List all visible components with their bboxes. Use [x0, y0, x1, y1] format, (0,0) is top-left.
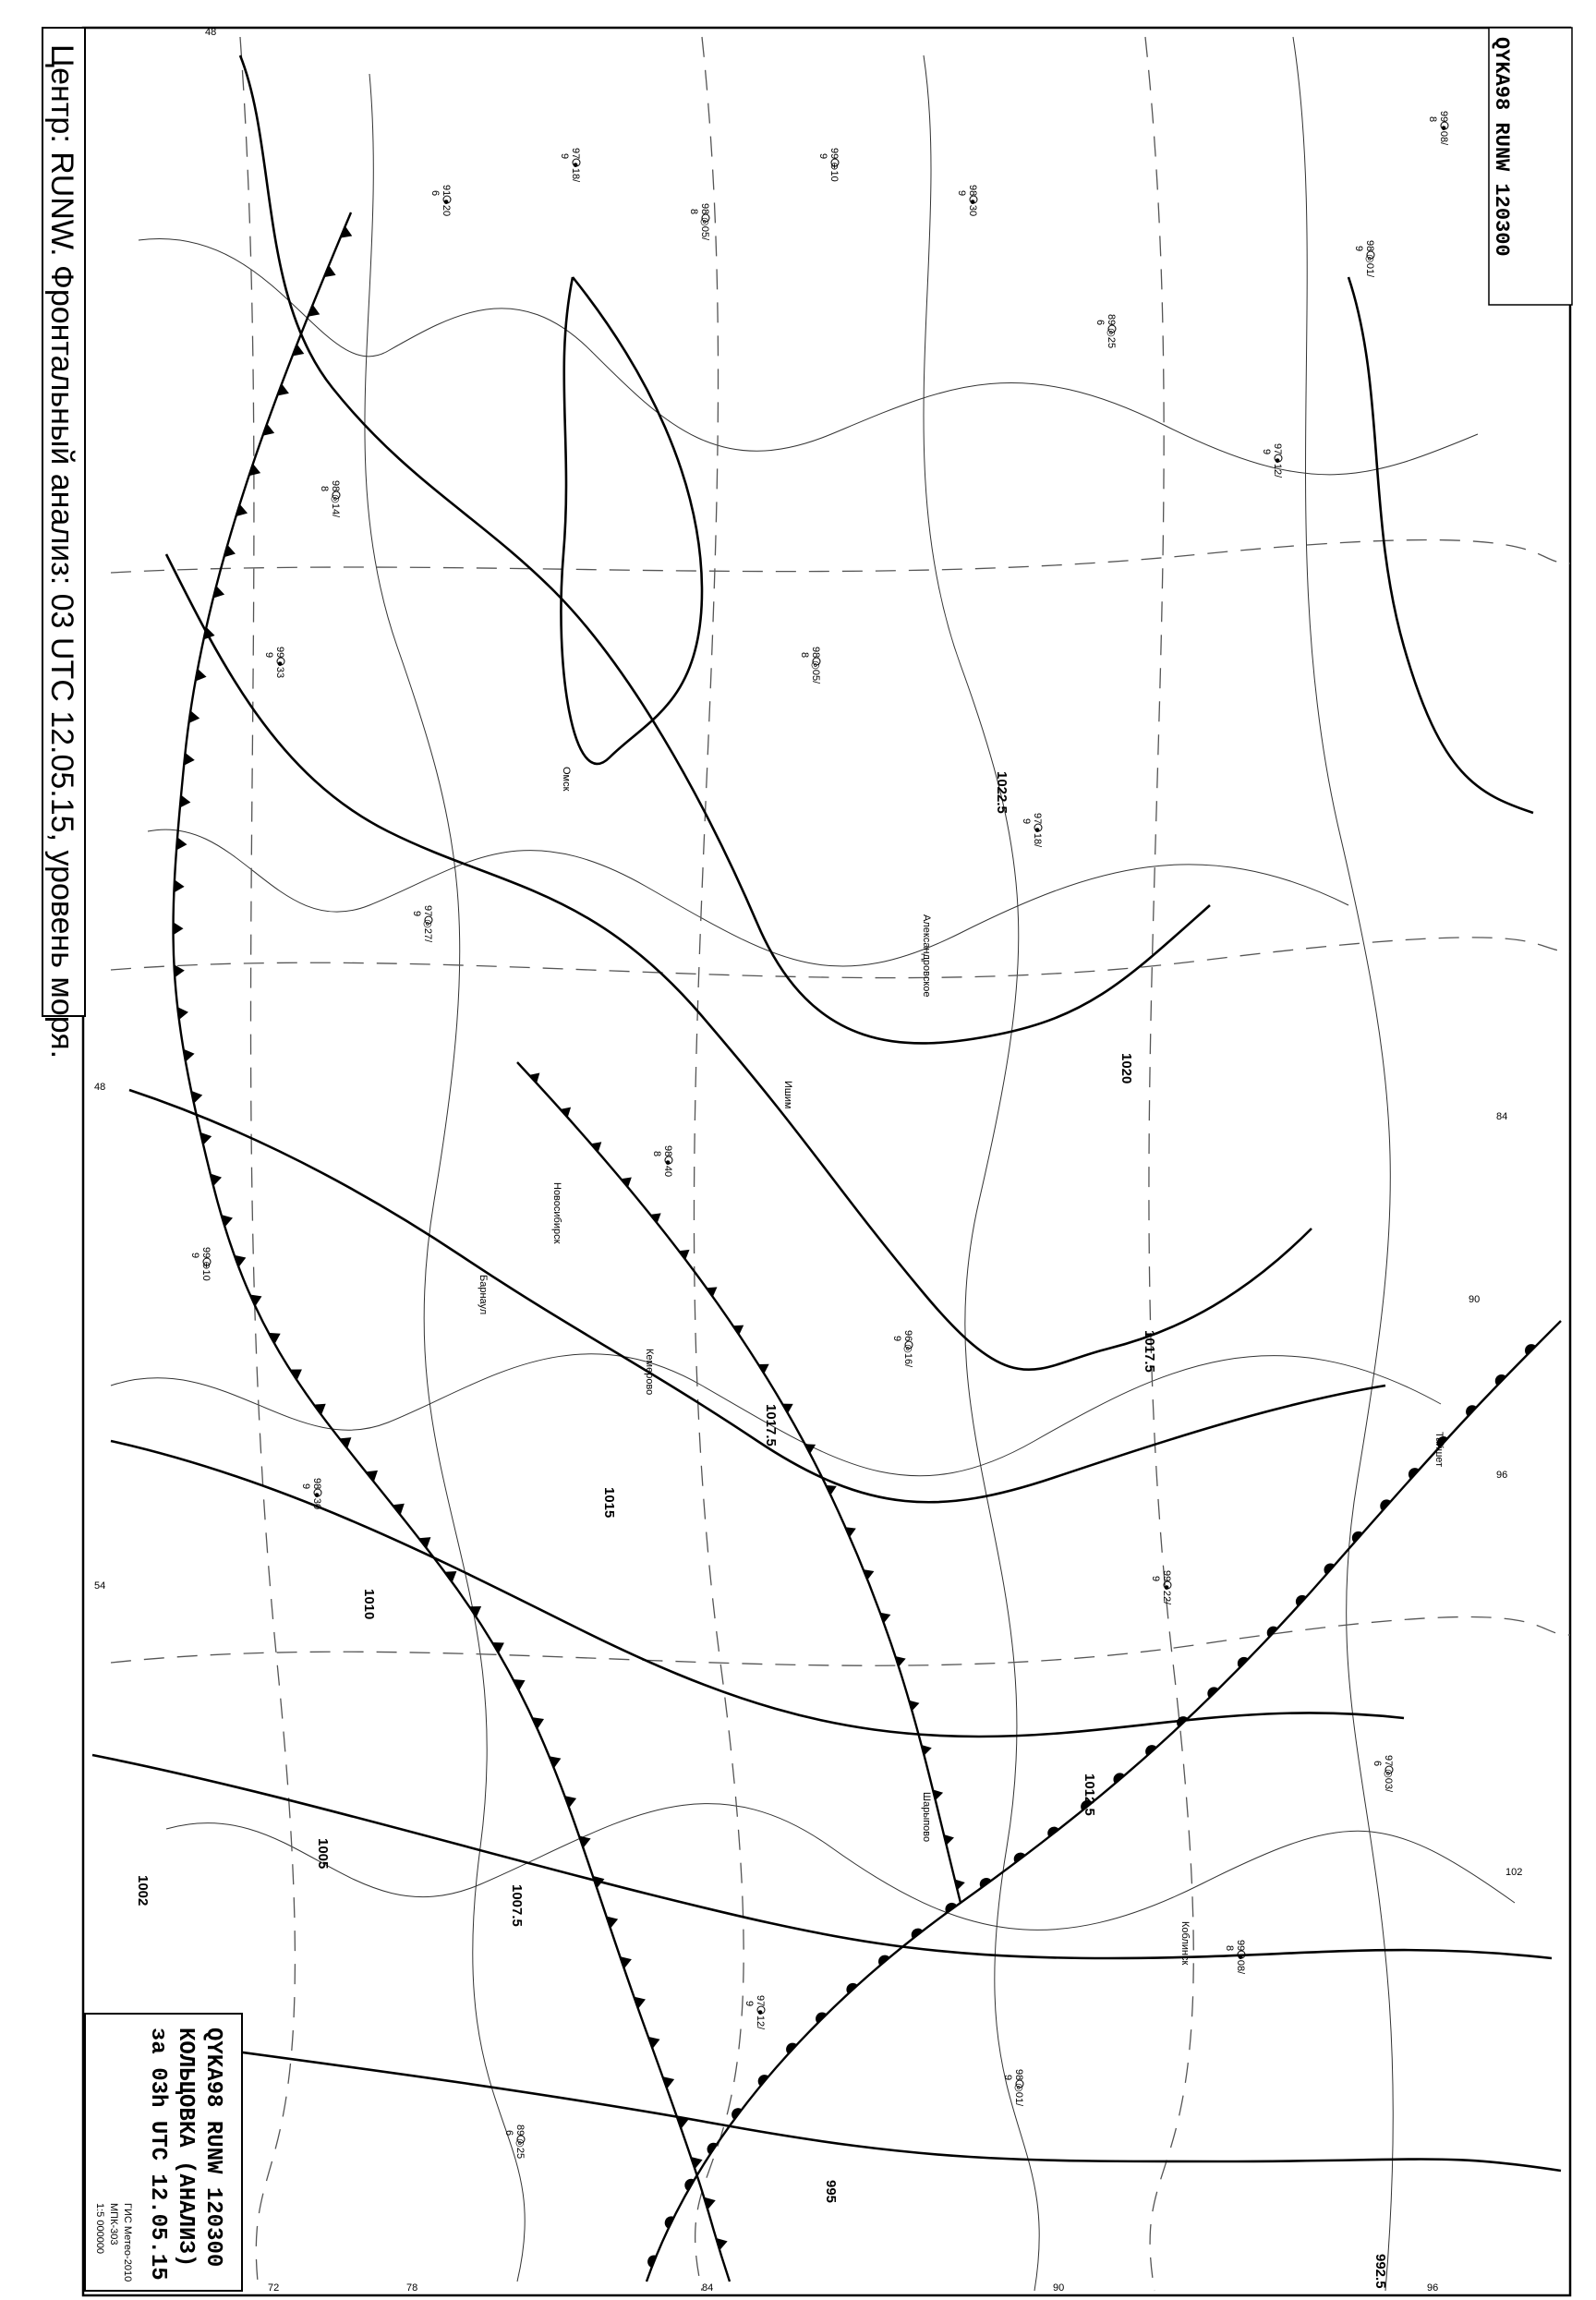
cold-front-triangle	[293, 344, 307, 359]
cold-front-triangle	[262, 424, 276, 440]
station-value: 99 ●22/	[1161, 1570, 1172, 1605]
map-frame	[83, 28, 1570, 2295]
isobar-label: 1010	[361, 1589, 377, 1620]
station-value: 97 ●12/	[755, 1995, 766, 2030]
station-plot	[1021, 813, 1043, 848]
cold-front-triangle	[492, 1637, 508, 1653]
station-subvalue: 6	[429, 190, 441, 197]
isobar-label: 1017.5	[763, 1404, 779, 1447]
cold-front-triangle	[174, 922, 184, 935]
station-subvalue: 8	[1427, 116, 1438, 123]
occluded-front-symbol	[782, 1399, 796, 1413]
cold-front-triangle	[188, 710, 200, 724]
station-value: 96 ◎16/	[902, 1330, 913, 1368]
occluded-front-symbol	[845, 1523, 858, 1537]
occluded-front-symbol	[561, 1103, 574, 1118]
station-value: 98 ◎05/	[810, 647, 821, 684]
station-subvalue: 9	[1002, 2075, 1013, 2081]
station-subvalue: 9	[1150, 1576, 1161, 1582]
frame-number: 102	[1505, 1867, 1523, 1878]
cold-front-triangle	[314, 1398, 330, 1415]
isobar-label: 1020	[1118, 1053, 1134, 1084]
cold-front-triangle	[634, 1993, 647, 2009]
cold-front-triangle	[550, 1752, 563, 1768]
station-subvalue: 9	[1261, 449, 1272, 455]
station-subvalue: 9	[1021, 818, 1032, 825]
cold-front-triangle	[677, 2113, 691, 2129]
station-value: 99 ⊕10	[828, 148, 840, 182]
cold-front-triangle	[514, 1675, 528, 1690]
cold-front-triangle	[180, 795, 191, 809]
station-value: 97 ◎03/	[1383, 1755, 1394, 1793]
cold-front-triangle	[184, 753, 195, 767]
fronts	[174, 212, 1561, 2282]
cold-front-triangle	[277, 383, 291, 399]
station-value: 98 ◎01/	[1364, 240, 1375, 278]
occluded-front-symbol	[591, 1138, 605, 1153]
occluded-front-symbol	[864, 1566, 877, 1580]
station-plot	[799, 647, 821, 684]
station-value: 89 ◎25	[514, 2124, 526, 2160]
station-value: 99 ⊕10	[200, 1247, 212, 1281]
station-value: 98 ●30	[967, 185, 978, 217]
station-plot	[429, 185, 452, 216]
frame-number: 54	[94, 1580, 106, 1592]
station-plot	[1002, 2069, 1024, 2107]
occluded-front-symbol	[733, 1321, 747, 1336]
frame-number: 90	[1469, 1294, 1481, 1305]
station-plot	[1261, 443, 1283, 478]
station-subvalue: 9	[1353, 246, 1364, 252]
station-subvalue: 9	[744, 2001, 755, 2007]
place-name: Александровское	[921, 914, 932, 998]
station-plot	[1150, 1570, 1172, 1605]
station-subvalue: 9	[300, 1483, 311, 1490]
cold-front-triangle	[620, 1954, 634, 1969]
station-value: 99 ●08/	[1235, 1940, 1246, 1975]
frame-number: 48	[94, 1082, 106, 1093]
station-plot	[1372, 1755, 1394, 1793]
station-subvalue: 6	[503, 2130, 514, 2137]
station-plot	[1094, 314, 1117, 348]
station-plot	[319, 480, 341, 518]
isobar-label: 995	[823, 2180, 839, 2204]
cold-front-triangle	[593, 1872, 607, 1888]
cold-front-triangle	[648, 2033, 662, 2049]
station-value: 99 ●08/	[1438, 111, 1449, 146]
occluded-front-symbol	[650, 1209, 664, 1224]
cold-front	[174, 212, 730, 2282]
station-value: 91 ●20	[441, 185, 452, 217]
station-subvalue: 6	[1094, 320, 1106, 326]
station-plot	[1353, 240, 1375, 278]
station-value: 97 ●18/	[1032, 813, 1043, 848]
stamp-block	[85, 2014, 242, 2291]
isobar-label: 1007.5	[509, 1884, 525, 1927]
place-name: Барнаул	[478, 1275, 489, 1315]
frame-number: 84	[702, 2282, 714, 2294]
occluded-front-symbol	[804, 1440, 817, 1454]
cold-front-triangle	[250, 1290, 265, 1306]
station-plot	[263, 647, 285, 678]
cold-front-triangle	[248, 464, 262, 479]
station-value: 98 ●30	[311, 1478, 322, 1510]
station-plot	[1224, 1940, 1246, 1975]
station-subvalue: 8	[651, 1151, 662, 1157]
station-value: 98 ◎05/	[699, 203, 710, 241]
occluded-front-symbol	[707, 1282, 720, 1297]
station-plot	[651, 1145, 673, 1177]
place-name: Новосибирск	[551, 1182, 562, 1244]
map-title: Центр: RUNW. Фронтальный анализ: 03 UTC 12.05.15, уровень моря.	[44, 44, 79, 1059]
cold-front-triangle	[269, 1328, 284, 1345]
place-name: Ишим	[782, 1081, 793, 1109]
station-subvalue: 8	[799, 652, 810, 659]
place-name: Коблинск	[1179, 1921, 1191, 1966]
station-plot	[956, 185, 978, 216]
header-code: QYKA98 RUNW 120300	[1490, 37, 1513, 257]
stamp-line1: КОЛЬЦОВКА (АНАЛИЗ)	[173, 2028, 198, 2268]
cold-front-triangle	[235, 1252, 248, 1267]
cold-front-triangle	[177, 1006, 189, 1020]
cold-front-triangle	[366, 1465, 381, 1482]
cold-front-triangle	[393, 1498, 408, 1515]
cold-front-triangle	[290, 1364, 306, 1381]
station-plot	[891, 1330, 913, 1368]
cold-front-triangle	[662, 2073, 676, 2088]
station-subvalue: 6	[1372, 1761, 1383, 1767]
stamp-scale: 1:5 000000	[94, 2203, 105, 2255]
frame-number: 48	[205, 27, 217, 38]
station-plot	[411, 905, 433, 943]
station-subvalue: 8	[688, 209, 699, 215]
station-value: 98 ◎01/	[1013, 2069, 1024, 2107]
station-value: 89 ◎25	[1106, 314, 1117, 349]
station-subvalue: 8	[1224, 1945, 1235, 1952]
station-subvalue: 9	[559, 153, 570, 160]
occluded-front-symbol	[679, 1245, 693, 1260]
cold-front-triangle	[564, 1792, 578, 1808]
place-name: Шарыпово	[921, 1792, 932, 1843]
isobar-label: 1022.5	[994, 771, 1010, 814]
cold-front-triangle	[308, 305, 321, 321]
warm-front	[647, 1321, 1561, 2282]
station-subvalue: 9	[263, 652, 274, 659]
isobar-label: 992.5	[1372, 2254, 1388, 2289]
station-subvalue: 9	[956, 190, 967, 197]
station-plot	[503, 2124, 526, 2159]
isobar-label: 1002	[135, 1875, 151, 1907]
station-subvalue: 9	[891, 1336, 902, 1342]
front-symbols	[174, 226, 1536, 2268]
station-value: 98 ◎14/	[330, 480, 341, 518]
station-plot	[189, 1247, 212, 1281]
frame-number: 84	[1496, 1111, 1508, 1122]
occluded-front-symbol	[529, 1069, 543, 1083]
stamp-software: ГИС Метео-2010	[122, 2203, 133, 2282]
station-plots	[189, 111, 1449, 2159]
cold-front-triangle	[339, 1433, 355, 1449]
stamp-line2: за 03h UTC 12.05.15	[145, 2028, 170, 2281]
station-value: 97 ◎27/	[422, 905, 433, 943]
cold-front-triangle	[324, 265, 339, 281]
station-value: 98 ●40	[662, 1145, 673, 1178]
cold-front-triangle	[606, 1913, 620, 1929]
isobar-label: 1012.5	[1082, 1773, 1097, 1816]
cold-front-triangle	[579, 1833, 593, 1848]
frame-number: 96	[1496, 1470, 1508, 1481]
place-name: Кемерово	[644, 1349, 655, 1396]
frame-number: 90	[1053, 2282, 1065, 2294]
station-value: 97 ●18/	[570, 148, 581, 183]
station-subvalue: 9	[411, 911, 422, 917]
occluded-front-symbol	[758, 1360, 772, 1374]
isobar-label: 1017.5	[1142, 1330, 1157, 1373]
frame-number: 72	[268, 2282, 280, 2294]
station-value: 99 ●33	[274, 647, 285, 679]
station-value: 97 ●12/	[1272, 443, 1283, 478]
occluded-front	[517, 1062, 961, 1903]
stamp-projection: МПК-303	[108, 2203, 119, 2246]
station-subvalue: 9	[817, 153, 828, 160]
occluded-front-symbol	[621, 1173, 635, 1188]
station-plot	[744, 1995, 766, 2030]
place-name: Омск	[561, 767, 572, 792]
cold-front-triangle	[174, 879, 185, 892]
station-plot	[559, 148, 581, 183]
cold-front-triangle	[418, 1532, 434, 1549]
isobar-label: 1005	[315, 1838, 331, 1870]
place-name: Тайшет	[1433, 1432, 1445, 1468]
cold-front-triangle	[340, 226, 355, 242]
place-names	[478, 767, 1445, 1965]
isobar-labels	[135, 771, 1388, 2289]
station-plot	[688, 203, 710, 241]
station-plot	[817, 148, 840, 182]
dashed-isolines	[111, 37, 1570, 2291]
frame-number: 96	[1427, 2282, 1439, 2294]
cold-front-triangle	[176, 837, 187, 851]
stamp-code: QYKA98 RUNW 120300	[200, 2028, 225, 2268]
cold-front-triangle	[532, 1713, 547, 1729]
frame-number: 78	[406, 2282, 418, 2294]
isobars	[92, 55, 1561, 2171]
station-plot	[1427, 111, 1449, 146]
station-subvalue: 9	[189, 1253, 200, 1259]
isobar-label: 1015	[601, 1487, 617, 1519]
station-subvalue: 8	[319, 486, 330, 492]
